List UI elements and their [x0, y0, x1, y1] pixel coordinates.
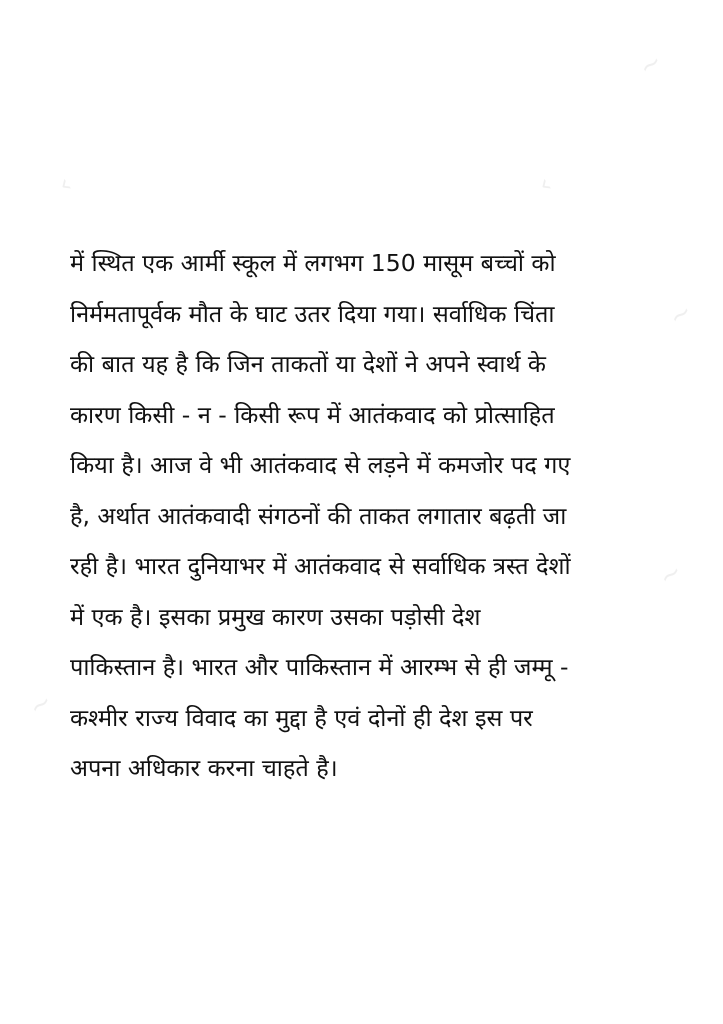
watermark: ~ ‹ ‹ ~ ~ ~	[23, 46, 699, 724]
text-line: में स्थित एक आर्मी स्कूल में लगभग 150 मासूम बच्चों को	[70, 249, 556, 277]
text-line: पाकिस्तान है। भारत और पाकिस्तान में आरम्भ से ही जम्मू -	[70, 653, 569, 681]
text-line: कारण किसी - न - किसी रूप में आतंकवाद को प्रोत्साहित	[70, 400, 555, 429]
body-paragraph	[70, 238, 670, 794]
text-line: है, अर्थात आतंकवादी संगठनों की ताकत लगातार बढ़ती जा	[70, 501, 567, 530]
text-line: कश्मीर राज्य विवाद का मुद्दा है एवं दोनों ही देश इस पर	[70, 703, 533, 732]
text-line: अपना अधिकार करना चाहते है।	[70, 754, 338, 782]
text-line: रही है। भारत दुनियाभर में आतंकवाद से सर्वाधिक त्रस्त देशों	[70, 552, 571, 580]
text-line: में एक है। इसका प्रमुख कारण उसका पड़ोसी देश	[70, 602, 481, 631]
text-line: निर्ममतापूर्वक मौत के घाट उतर दिया गया। सर्वाधिक चिंता	[70, 299, 555, 328]
text-line: किया है। आज वे भी आतंकवाद से लड़ने में कमजोर पद गए	[70, 451, 571, 479]
text-line: की बात यह है कि जिन ताकतों या देशों ने अपने स्वार्थ के	[70, 350, 546, 378]
